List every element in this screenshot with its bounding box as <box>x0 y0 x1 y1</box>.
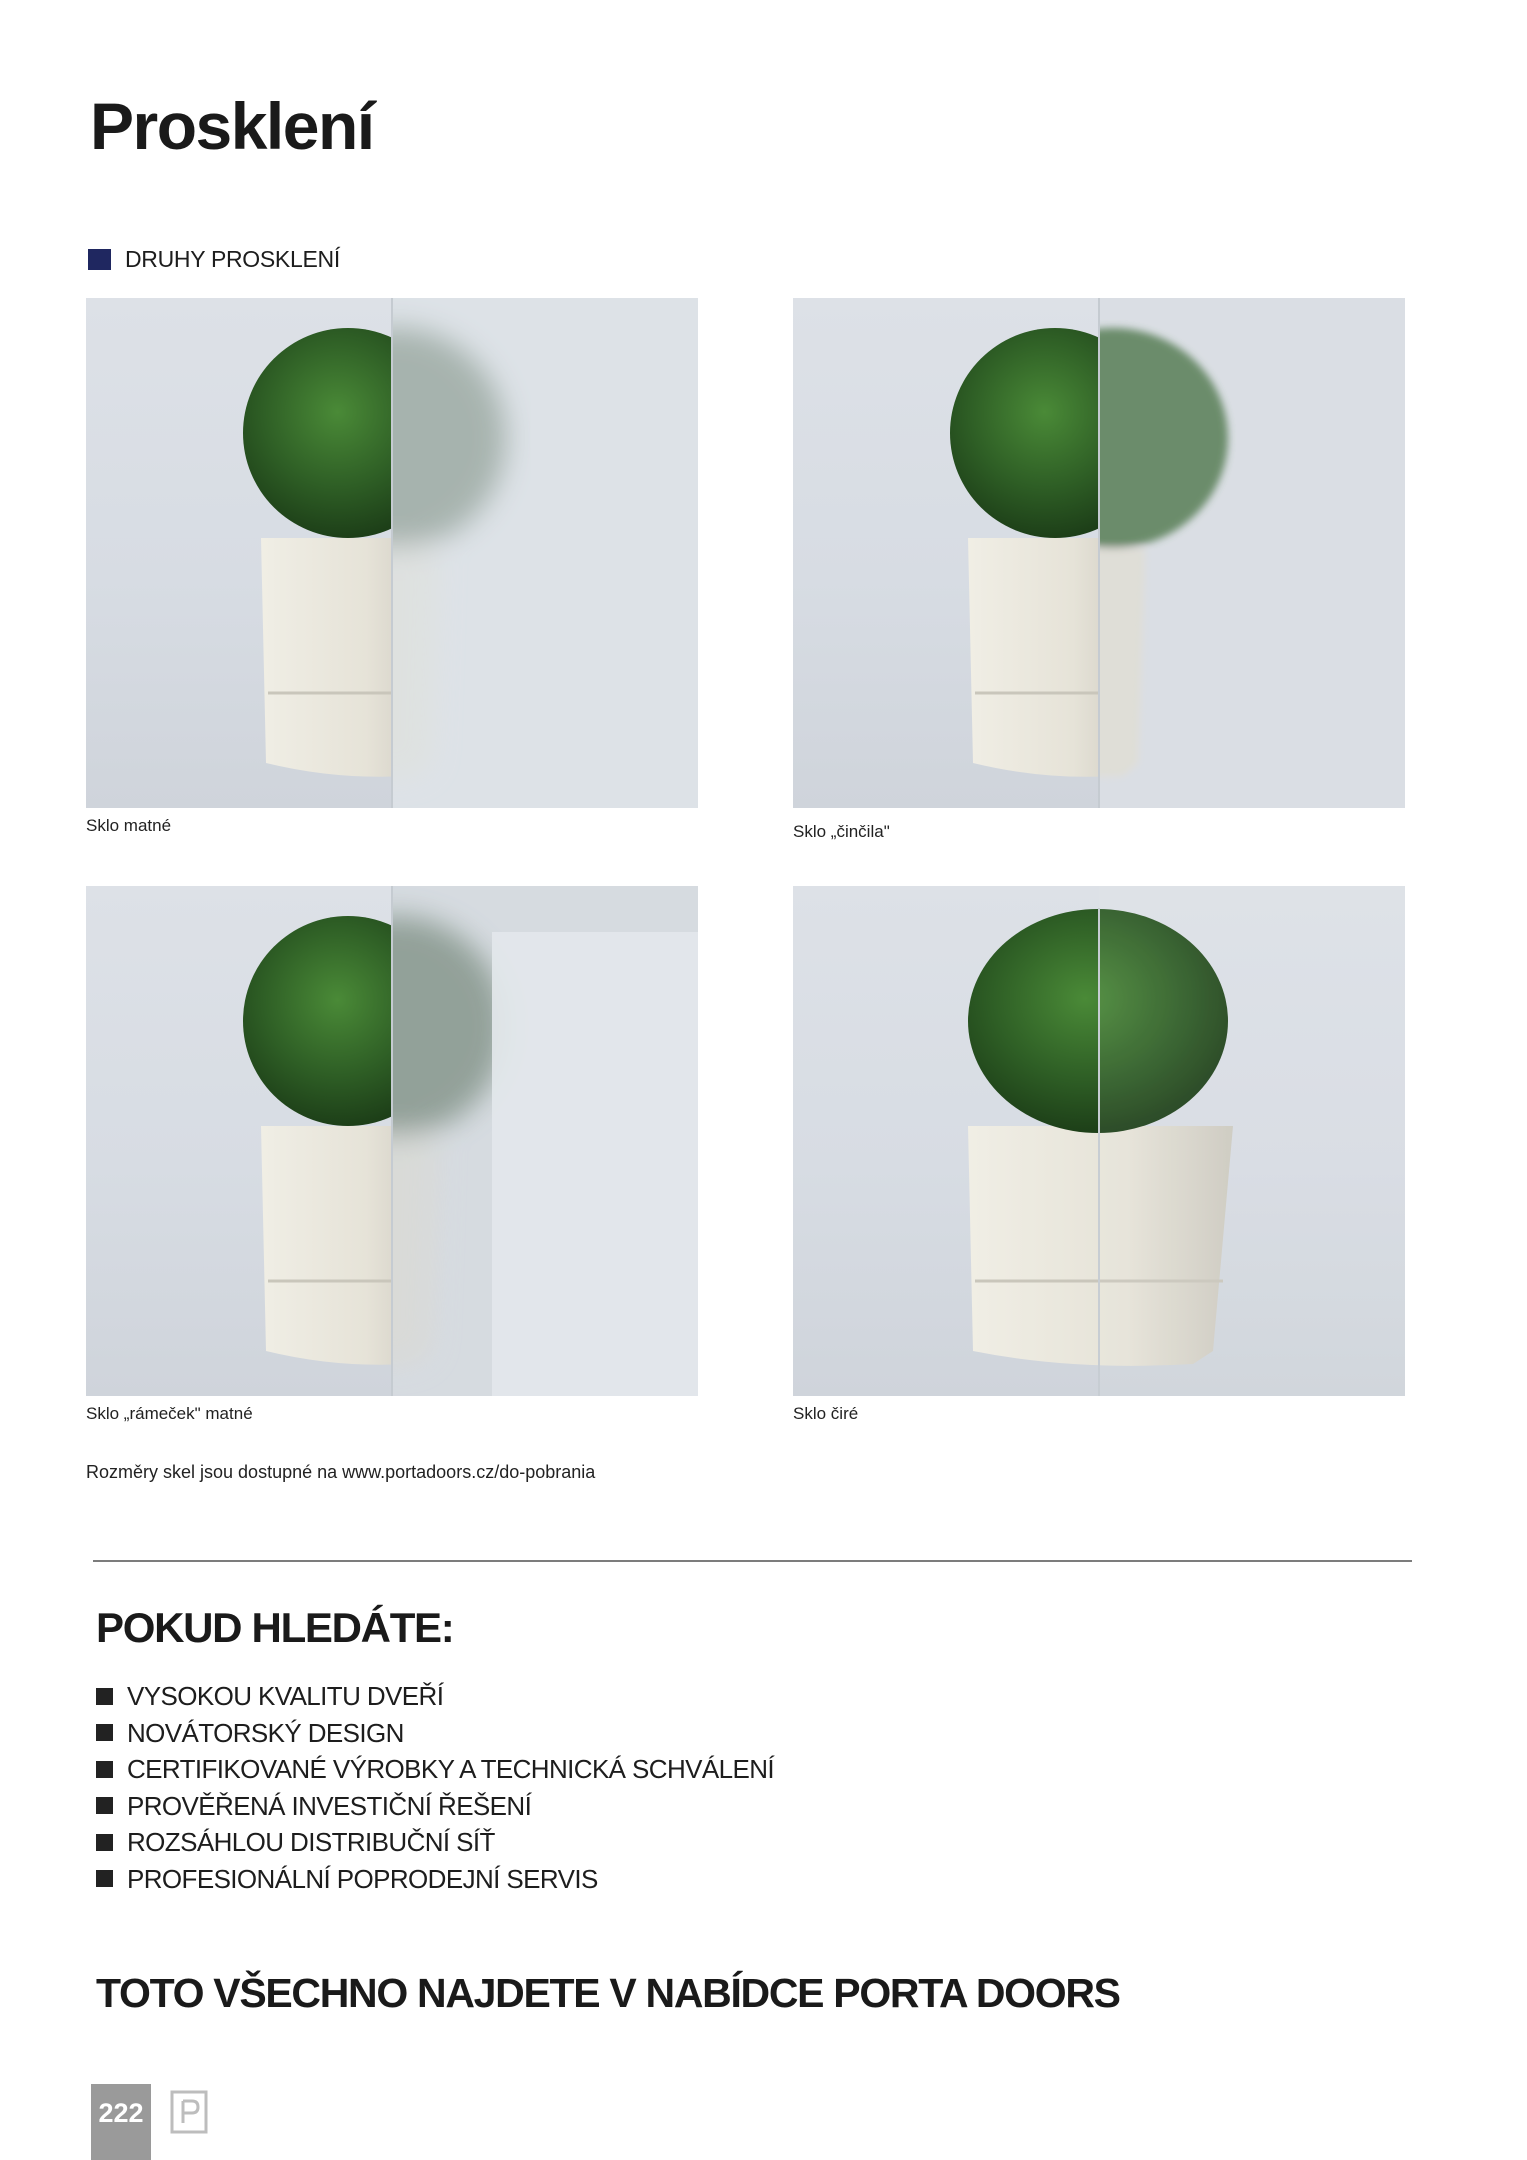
list-item: VYSOKOU KVALITU DVEŘÍ <box>96 1678 774 1715</box>
list-item: CERTIFIKOVANÉ VÝROBKY A TECHNICKÁ SCHVÁLENÍ <box>96 1751 774 1788</box>
list-item: PROVĚŘENÁ INVESTIČNÍ ŘEŠENÍ <box>96 1788 774 1825</box>
caption-matte: Sklo matné <box>86 816 172 835</box>
section-header <box>88 246 340 273</box>
closing-statement: TOTO VŠECHNO NAJDETE V NABÍDCE PORTA DOORS <box>96 1970 1120 2016</box>
list-item: PROFESIONÁLNÍ POPRODEJNÍ SERVIS <box>96 1861 774 1898</box>
page-title: Prosklení <box>90 89 374 163</box>
benefits-heading: POKUD HLEDÁTE: <box>96 1604 454 1651</box>
bullet-square-icon <box>96 1870 113 1887</box>
list-item: NOVÁTORSKÝ DESIGN <box>96 1715 774 1752</box>
glass-photo-matte <box>86 298 698 808</box>
glass-photo-clear <box>793 886 1405 1396</box>
bullet-square-icon <box>96 1797 113 1814</box>
caption-frame-matte: Sklo „rámeček" matné <box>86 1404 253 1423</box>
section-marker-square <box>88 249 111 270</box>
list-item: ROZSÁHLOU DISTRIBUČNÍ SÍŤ <box>96 1824 774 1861</box>
dimensions-note: Rozměry skel jsou dostupné na www.portadoors.cz/do-pobrania <box>86 1462 596 1482</box>
divider-line <box>93 1560 1412 1562</box>
section-label: DRUHY PROSKLENÍ <box>125 246 340 272</box>
porta-logo-icon <box>170 2090 208 2134</box>
benefits-list <box>96 1678 774 1897</box>
caption-chinchilla: Sklo „činčila" <box>793 822 890 841</box>
bullet-square-icon <box>96 1761 113 1778</box>
bullet-square-icon <box>96 1834 113 1851</box>
bullet-square-icon <box>96 1688 113 1705</box>
glass-photo-chinchilla <box>793 298 1405 808</box>
glass-photo-frame-matte <box>86 886 698 1396</box>
page-number: 222 <box>91 2084 151 2160</box>
caption-clear: Sklo čiré <box>793 1404 859 1423</box>
bullet-square-icon <box>96 1724 113 1741</box>
